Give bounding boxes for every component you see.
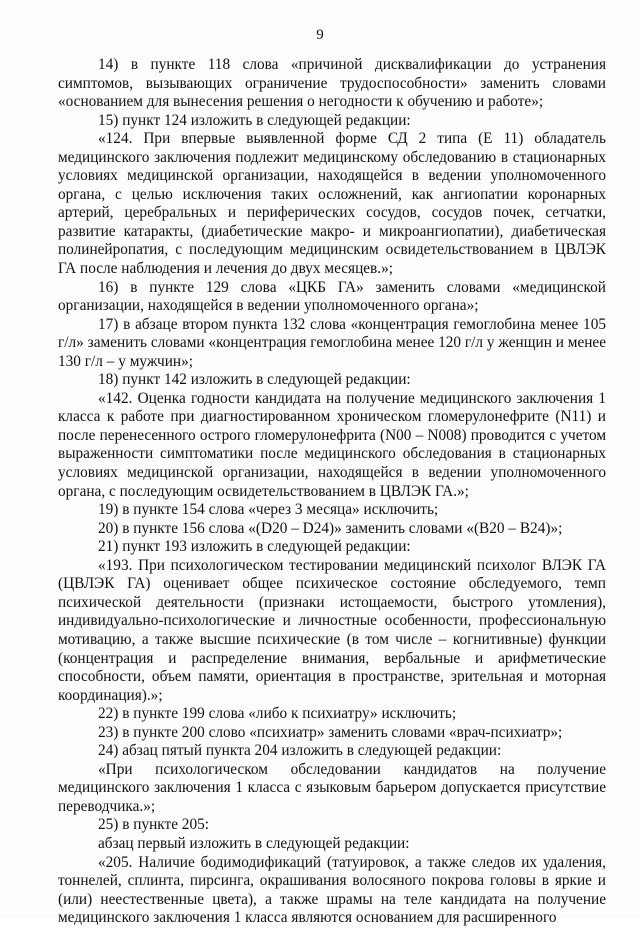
paragraph-item-20: 20) в пункте 156 слова «(D20 – D24)» заменить словами «(B20 – B24)»; [98, 519, 563, 537]
paragraph-item-25: 25) в пункте 205: [98, 816, 210, 834]
paragraph-clause-142: «142. Оценка годности кандидата на получение медицинского заключения 1 класса к работе при диагностированном хроническом гломерулонефрите (N11) и после перенесенного острого гломерулонефрита (N00 – N008) проводится с учетом выраженности симптоматики после медицинского обследования в стационарных условиях медицинской организации, находящейся в ведении уполномоченного органа, с последующим освидетельствованием в ЦВЛЭК ГА.»; [58, 389, 606, 500]
page-number: 9 [316, 27, 324, 43]
paragraph-clause-205: «205. Наличие бодимодификаций (татуировок, а также следов их удаления, тоннелей, сплинта, пирсинга, окрашивания волосяного покрова головы в яркие и (или) неестественные цвета), а также шрамы на теле кандидата на получение медицинского заключения 1 класса являются основанием для расширенного [58, 853, 606, 927]
paragraph-item-18: 18) пункт 142 изложить в следующей редакции: [98, 371, 411, 389]
paragraph-item-14: 14) в пункте 118 слова «причиной дисквалификации до устранения симптомов, вызывающих ограничение трудоспособности» заменить словами «основанием для вынесения решения о негодности к обучению и работе»; [58, 56, 606, 111]
paragraph-item-23: 23) в пункте 200 слово «психиатр» заменить словами «врач-психиатр»; [98, 723, 563, 741]
paragraph-item-21: 21) пункт 193 изложить в следующей редакции: [98, 538, 411, 556]
paragraph-item-24: 24) абзац пятый пункта 204 изложить в следующей редакции: [98, 742, 502, 760]
paragraph-item-16: 16) в пункте 129 слова «ЦКБ ГА» заменить словами «медицинской организации, находящейся в ведении уполномоченного органа»; [58, 278, 606, 315]
paragraph-item-22: 22) в пункте 199 слова «либо к психиатру» исключить; [98, 705, 457, 723]
document-body [58, 56, 606, 928]
paragraph-clause-204: «При психологическом обследовании кандидатов на получение медицинского заключения 1 класса с языковым барьером допускается присутствие переводчика.»; [58, 760, 606, 815]
paragraph-subitem-first: абзац первый изложить в следующей редакции: [98, 834, 410, 852]
paragraph-item-15: 15) пункт 124 изложить в следующей редакции: [98, 111, 411, 129]
paragraph-clause-124: «124. При впервые выявленной форме СД 2 типа (E 11) обладатель медицинского заключения подлежит медицинскому обследованию в стационарных условиях медицинской организации, находящейся в ведении уполномоченного органа, с целью исключения таких осложнений, как ангиопатии коронарных артерий, церебральных и периферических сосудов, сосудов почек, сетчатки, развитие катаракты, (диабетические макро- и микроангиопатии), диабетическая полинейропатия, с последующим медицинским освидетельствованием в ЦВЛЭК ГА после наблюдения и лечения до двух месяцев.»; [58, 130, 606, 278]
paragraph-item-19: 19) в пункте 154 слова «через 3 месяца» исключить; [98, 501, 439, 519]
paragraph-item-17: 17) в абзаце втором пункта 132 слова «концентрация гемоглобина менее 105 г/л» заменить словами «концентрация гемоглобина менее 120 г/л у женщин и менее 130 г/л – у мужчин»; [58, 315, 606, 370]
paragraph-clause-193: «193. При психологическом тестировании медицинский психолог ВЛЭК ГА (ЦВЛЭК ГА) оценивает общее психическое состояние обследуемого, темп психической деятельности (признаки истощаемости, быстрого утомления), индивидуально-психологические и личностные особенности, профессиональную мотивацию, а также высшие психические (в том числе – когнитивные) функции (концентрация и распределение внимания, вербальные и арифметические способности, объем памяти, ориентация в пространстве, зрительная и моторная координация).»; [58, 556, 606, 704]
